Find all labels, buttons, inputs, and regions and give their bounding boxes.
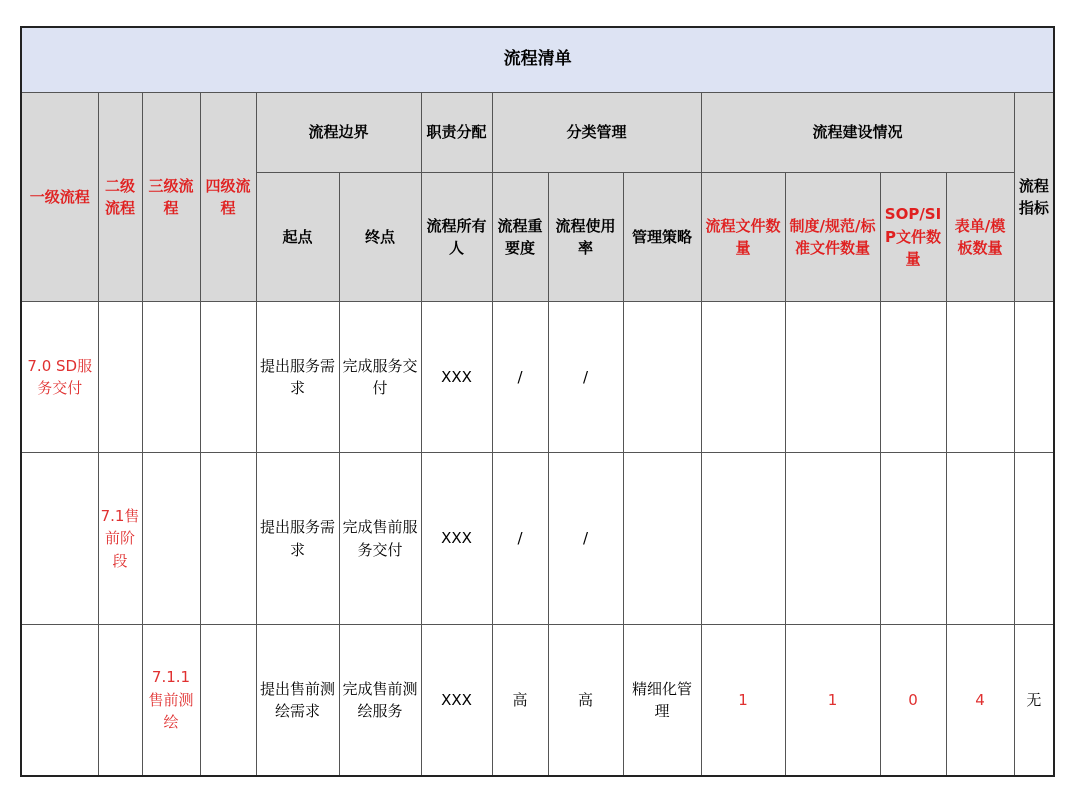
- cell-sop-docs: [880, 453, 946, 625]
- header-construction: 流程建设情况: [701, 93, 1014, 173]
- cell-process-docs: [701, 453, 785, 625]
- cell-strategy: [623, 453, 701, 625]
- cell-policy-docs: [785, 302, 880, 453]
- cell-end: 完成售前测绘服务: [339, 625, 421, 777]
- cell-start: 提出服务需求: [256, 453, 339, 625]
- table-row: [21, 302, 1054, 453]
- cell-level1: [21, 453, 98, 625]
- header-start: 起点: [256, 173, 339, 302]
- cell-usage: /: [548, 302, 623, 453]
- header-indicator: 流程指标: [1014, 93, 1054, 302]
- cell-forms: [946, 453, 1014, 625]
- header-process-docs: 流程文件数量: [701, 173, 785, 302]
- cell-level2: [98, 625, 142, 777]
- cell-level1: 7.0 SD服务交付: [21, 302, 98, 453]
- header-owner: 流程所有人: [421, 173, 492, 302]
- header-responsibility: 职责分配: [421, 93, 492, 173]
- cell-process-docs: [701, 302, 785, 453]
- cell-forms: 4: [946, 625, 1014, 777]
- cell-level4: [200, 625, 256, 777]
- cell-importance: 高: [492, 625, 548, 777]
- cell-strategy: 精细化管理: [623, 625, 701, 777]
- cell-level2: 7.1售前阶段: [98, 453, 142, 625]
- cell-indicator: [1014, 453, 1054, 625]
- cell-owner: XXX: [421, 453, 492, 625]
- cell-policy-docs: [785, 453, 880, 625]
- cell-forms: [946, 302, 1014, 453]
- cell-importance: /: [492, 453, 548, 625]
- cell-level4: [200, 453, 256, 625]
- cell-usage: 高: [548, 625, 623, 777]
- cell-sop-docs: [880, 302, 946, 453]
- cell-usage: /: [548, 453, 623, 625]
- cell-indicator: 无: [1014, 625, 1054, 777]
- cell-level3: [142, 302, 200, 453]
- header-end: 终点: [339, 173, 421, 302]
- cell-level3: [142, 453, 200, 625]
- cell-end: 完成服务交付: [339, 302, 421, 453]
- header-level2: 二级流程: [98, 93, 142, 302]
- table-row: [21, 453, 1054, 625]
- cell-owner: XXX: [421, 302, 492, 453]
- header-level3: 三级流程: [142, 93, 200, 302]
- cell-level1: [21, 625, 98, 777]
- header-level4: 四级流程: [200, 93, 256, 302]
- cell-strategy: [623, 302, 701, 453]
- header-importance: 流程重要度: [492, 173, 548, 302]
- cell-importance: /: [492, 302, 548, 453]
- header-classification: 分类管理: [492, 93, 701, 173]
- table-title: 流程清单: [21, 27, 1054, 93]
- header-usage: 流程使用率: [548, 173, 623, 302]
- cell-start: 提出服务需求: [256, 302, 339, 453]
- cell-level2: [98, 302, 142, 453]
- header-forms: 表单/模板数量: [946, 173, 1014, 302]
- cell-sop-docs: 0: [880, 625, 946, 777]
- header-sop-docs: SOP/SIP文件数量: [880, 173, 946, 302]
- header-boundary: 流程边界: [256, 93, 421, 173]
- cell-indicator: [1014, 302, 1054, 453]
- cell-process-docs: 1: [701, 625, 785, 777]
- header-policy-docs: 制度/规范/标准文件数量: [785, 173, 880, 302]
- cell-level3: 7.1.1售前测绘: [142, 625, 200, 777]
- cell-owner: XXX: [421, 625, 492, 777]
- cell-policy-docs: 1: [785, 625, 880, 777]
- header-level1: 一级流程: [21, 93, 98, 302]
- cell-end: 完成售前服务交付: [339, 453, 421, 625]
- header-strategy: 管理策略: [623, 173, 701, 302]
- table-row: [21, 625, 1054, 777]
- cell-start: 提出售前测绘需求: [256, 625, 339, 777]
- cell-level4: [200, 302, 256, 453]
- process-list-table: [20, 26, 1055, 777]
